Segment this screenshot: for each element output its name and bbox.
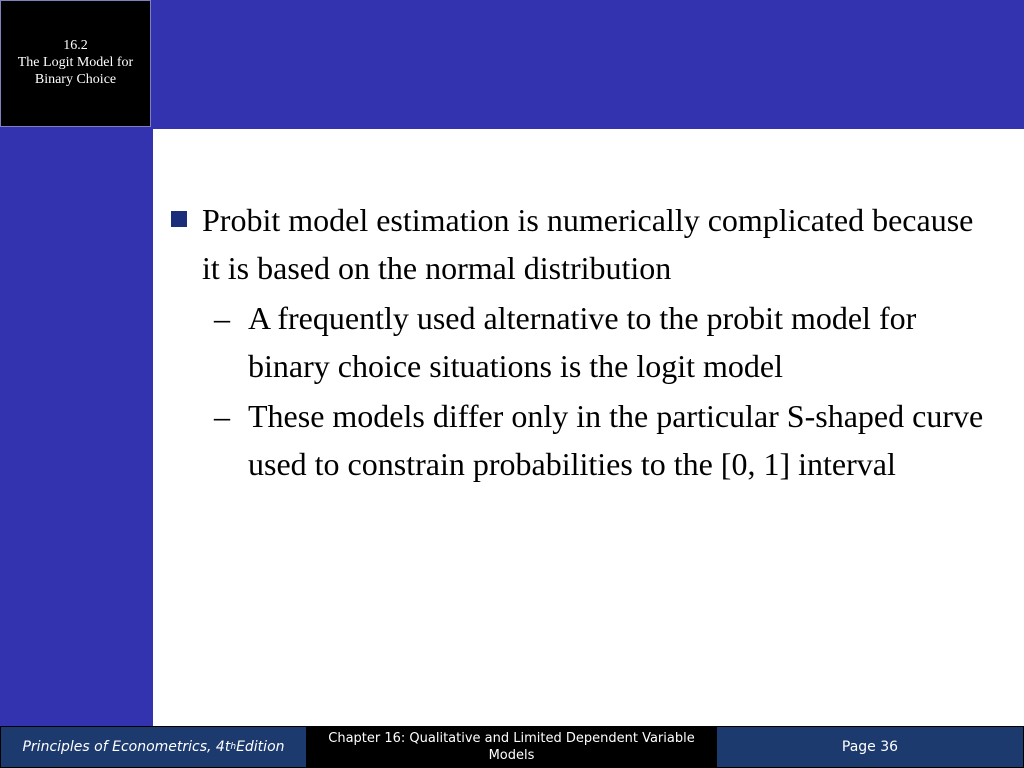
main-bullet	[168, 196, 998, 292]
top-banner	[0, 0, 1024, 129]
book-title-superscript: h	[230, 742, 237, 752]
book-title-text: Principles of Econometrics, 4t	[22, 739, 231, 755]
chapter-text: Chapter 16: Qualitative and Limited Dependent Variable Models	[328, 731, 695, 763]
sub-bullet-text: These models differ only in the particular S-shaped curve used to constrain probabilities to the [0, 1] interval	[248, 398, 984, 482]
square-bullet-icon	[171, 211, 187, 227]
footer-chapter	[307, 726, 716, 768]
main-bullet-text: Probit model estimation is numerically complicated because it is based on the normal distribution	[202, 202, 974, 286]
sub-bullet-2	[168, 392, 998, 488]
section-title-line-1: The Logit Model for	[17, 55, 134, 70]
book-edition-text: Edition	[236, 739, 285, 755]
section-label-box	[0, 0, 151, 127]
sub-bullet-text: A frequently used alternative to the probit model for binary choice situations is the logit model	[248, 300, 917, 384]
slide-content	[168, 196, 998, 488]
sub-bullet-1	[168, 294, 998, 390]
dash-bullet-icon: –	[214, 398, 230, 434]
footer-book-title	[0, 726, 307, 768]
section-title-line-2: Binary Choice	[34, 72, 117, 87]
section-number: 16.2	[63, 38, 88, 53]
footer-bar	[0, 726, 1024, 768]
footer-page-number	[716, 726, 1024, 768]
page-number-text: Page 36	[841, 739, 899, 755]
dash-bullet-icon: –	[214, 300, 230, 336]
